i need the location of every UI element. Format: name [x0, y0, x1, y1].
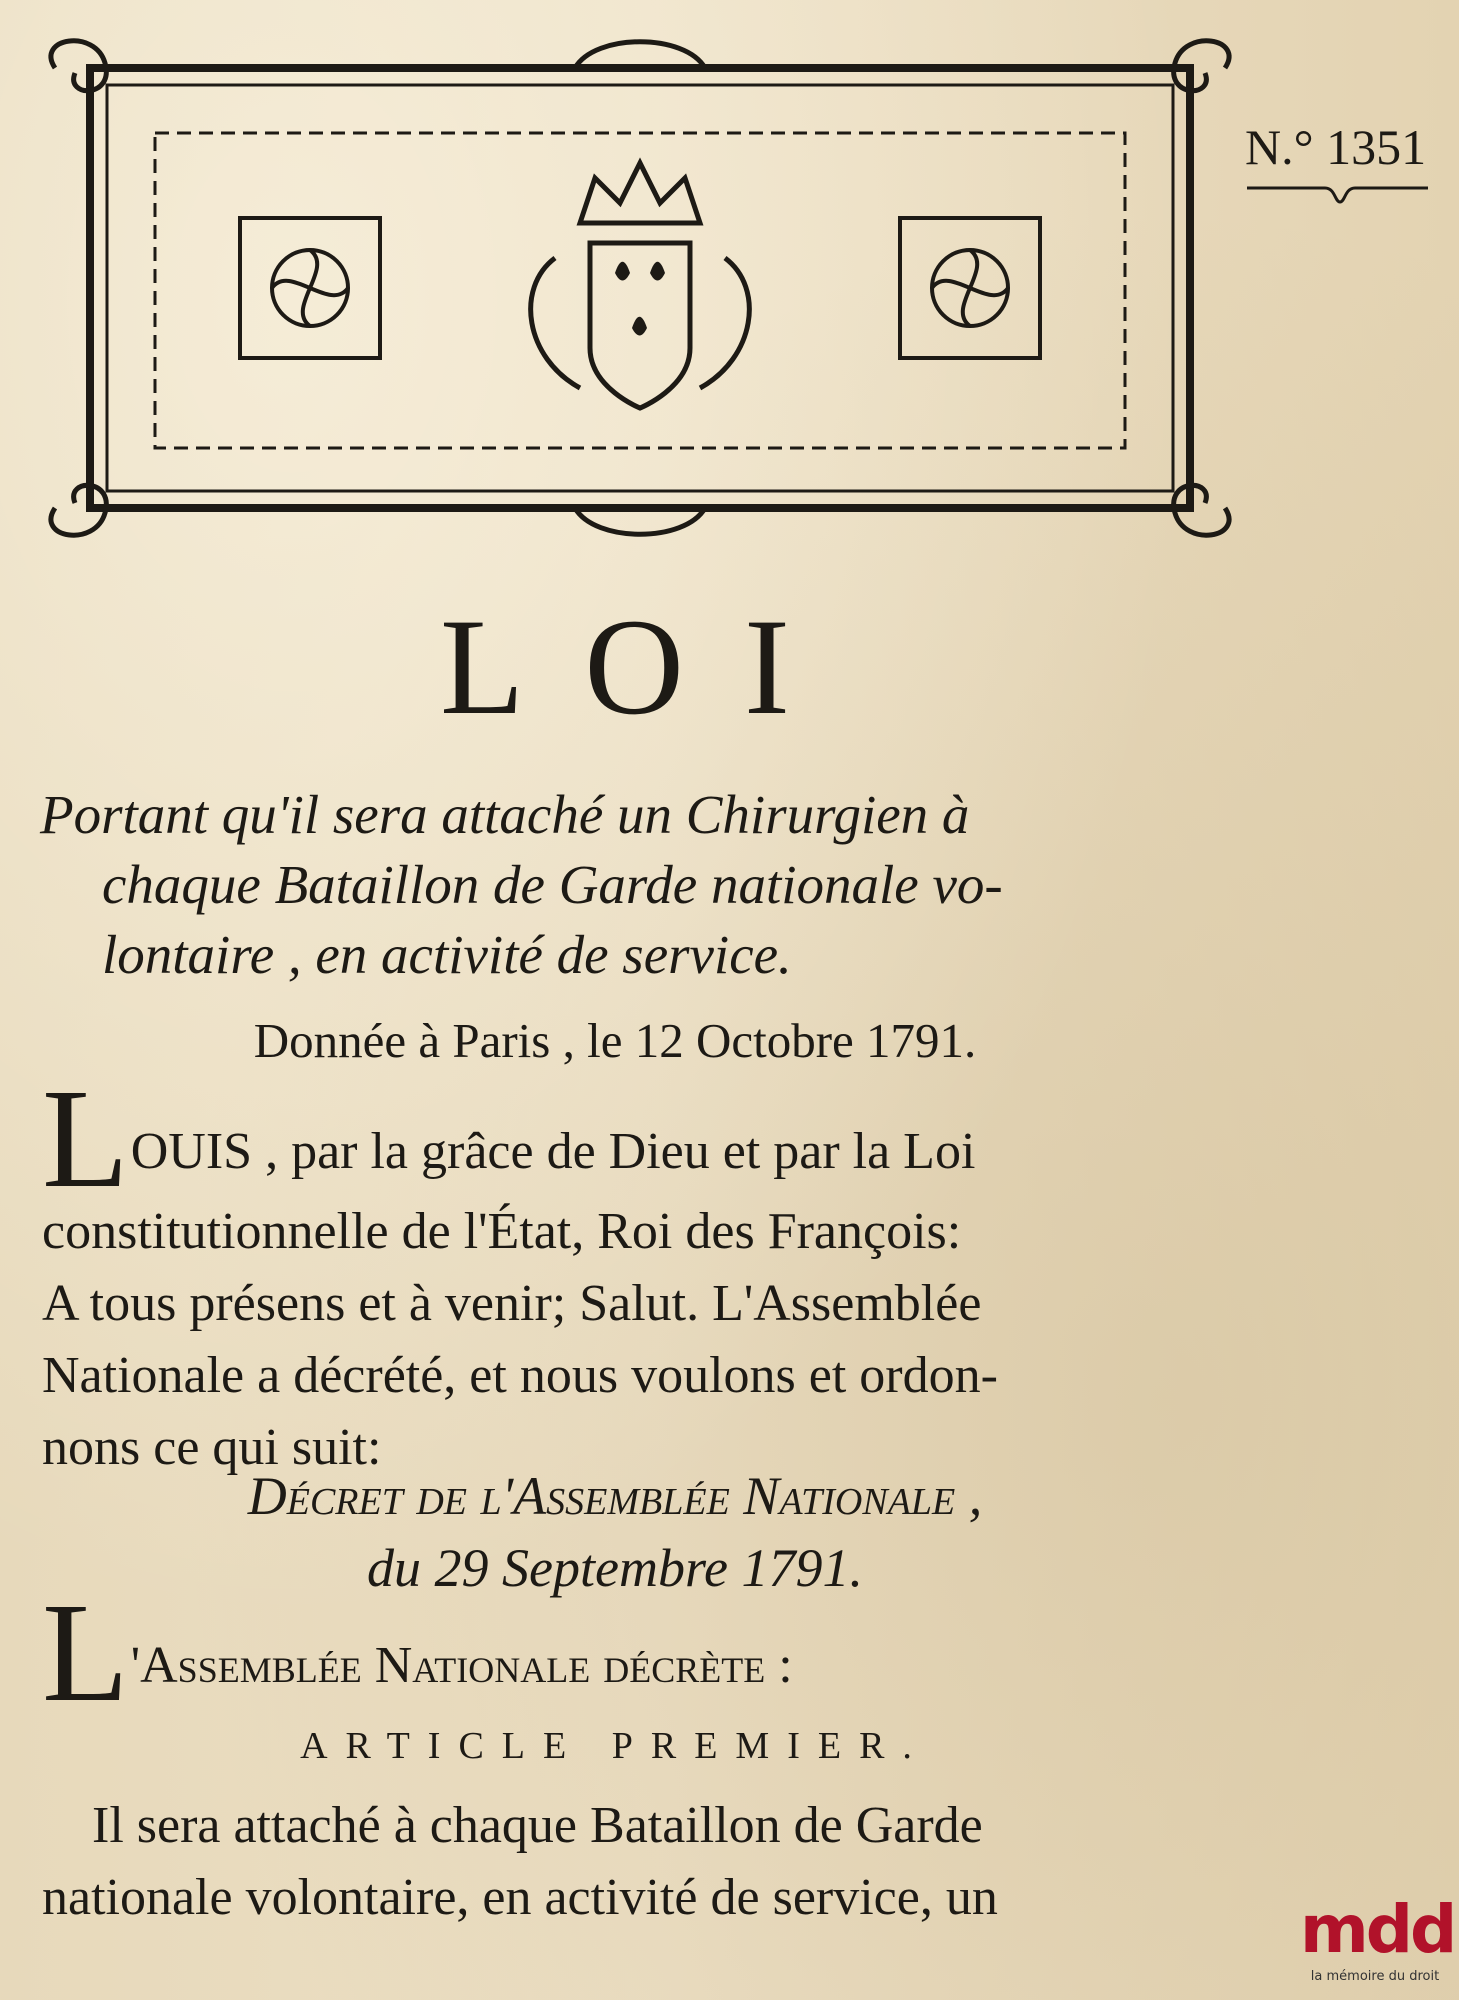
- article-paragraph: [42, 1790, 1247, 1934]
- decree-intro-text: 'Assemblée Nationale décrète :: [130, 1637, 793, 1694]
- preamble-line: constitutionnelle de l'État, Roi des François:: [42, 1202, 962, 1260]
- article-line: nationale volontaire, en activité de service, un: [42, 1869, 998, 1926]
- article-line: Il sera attaché à chaque Bataillon de Garde: [92, 1797, 983, 1854]
- number-underline-flourish: [1245, 180, 1430, 210]
- decree-heading-line: du 29 Septembre 1791.: [367, 1538, 863, 1598]
- dropcap-letter: L: [42, 1059, 129, 1217]
- preamble-line: A tous présens et à venir; Salut. L'Assemblée: [42, 1274, 982, 1332]
- decree-heading: [0, 1460, 1230, 1604]
- logo-tagline: la mémoire du droit: [1310, 1969, 1440, 1984]
- preamble-line: nons ce qui suit:: [42, 1418, 382, 1476]
- preamble-paragraph: [42, 1059, 1242, 1484]
- page-title: LOI: [440, 590, 850, 743]
- dropcap-letter: L: [42, 1573, 129, 1731]
- article-title: ARTICLE PREMIER.: [300, 1725, 930, 1767]
- header-ornament: [35, 28, 1245, 548]
- preamble-line: Nationale a décrété, et nous voulons et ordon-: [42, 1346, 998, 1404]
- subtitle-line: lontaire , en activité de service.: [102, 924, 792, 985]
- decree-intro: [42, 1573, 1242, 1731]
- mdd-logo: [1300, 1891, 1455, 1995]
- decree-heading-line: Décret de l'Assemblée Nationale ,: [247, 1466, 983, 1526]
- document-number: N.° 1351: [1245, 119, 1427, 175]
- subtitle-line: Portant qu'il sera attaché un Chirurgien à: [40, 784, 970, 845]
- logo-wordmark: mdd: [1300, 1891, 1455, 1968]
- law-subtitle: [40, 780, 1250, 990]
- preamble-line: OUIS , par la grâce de Dieu et par la Loi: [130, 1123, 976, 1180]
- date-line: Donnée à Paris , le 12 Octobre 1791.: [253, 1013, 977, 1068]
- subtitle-line: chaque Bataillon de Garde nationale vo-: [102, 854, 1003, 915]
